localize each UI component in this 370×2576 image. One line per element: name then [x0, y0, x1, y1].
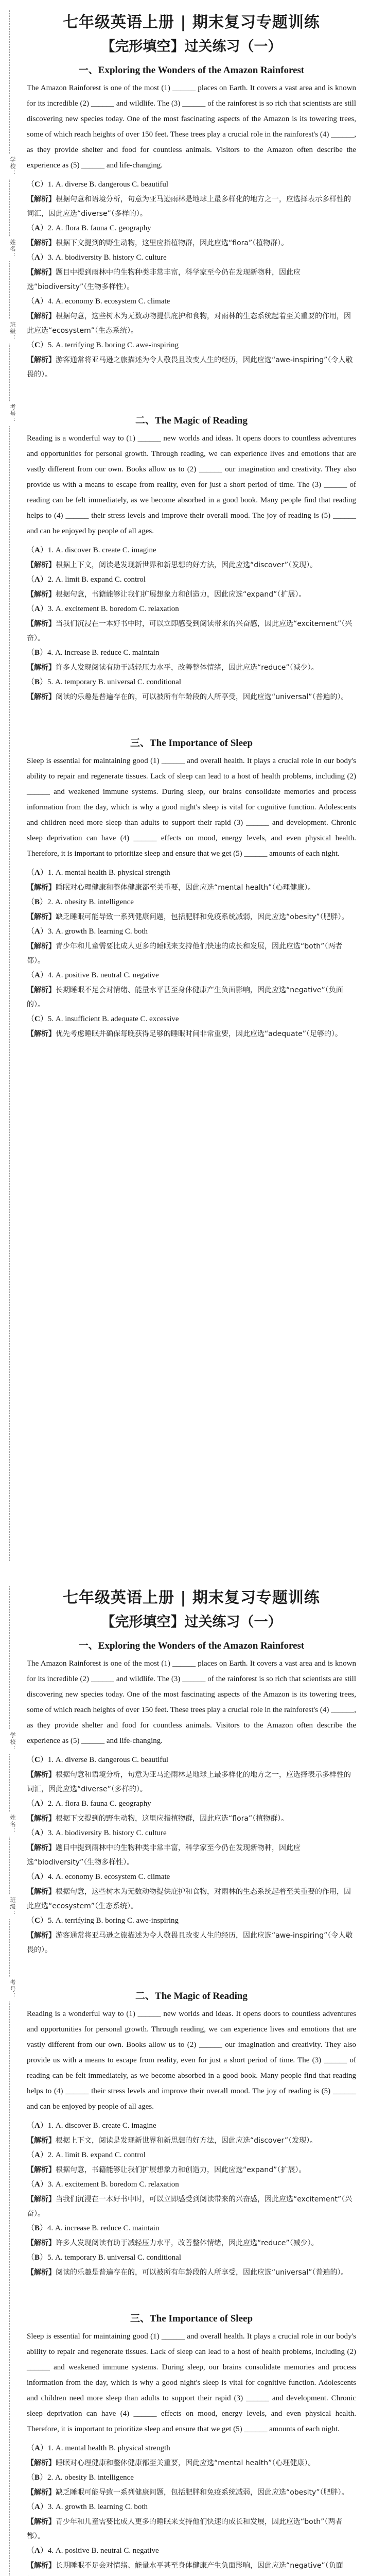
section-heading: 一、Exploring the Wonders of the Amazon Rainforest [78, 1640, 305, 1651]
question-item: （A）2. A. limit B. expand C. control [27, 575, 146, 584]
question-list [27, 2441, 356, 2576]
exam-number-field-label: 考号： [2, 1977, 16, 2002]
section-passage: Reading is a wonderful way to (1) ______ new worlds and ideas. It opens doors to countless adventures and opportunities for personal growth. Through reading, we can experience lives and emotions that are vastly different from our own. Books allow us to (2) ______ our imagination and creativity. They also provide us with a means to escape from reality, even for just a short period of time. The (3) ______ of reading can be felt immediately, as we become absorbed in a good book. Many people find that reading helps to (4) ______ their stress levels and improve their overall mood. The joy of reading is (5) ______ and can be enjoyed by people of all ages. [27, 2010, 356, 2111]
question-item: （A）2. A. flora B. fauna C. geography [27, 224, 151, 232]
section-passage: Sleep is essential for maintaining good (1) ______ and overall health. It plays a crucial role in our body's ability to repair and regenerate tissues. Lack of sleep can lead to a host of health problems, including (2) ______ and weakened immune systems. During sleep, our brains consolidate memories and process information from the day, which is why a good night's sleep is vital for cognitive function. Adolescents and children need more sleep than adults to support their rapid (3) ______ and development. Chronic sleep deprivation can have (4) ______ effects on mood, energy levels, and even physical health. Therefore, it is important to prioritize sleep and ensure that we get (5) ______ amounts of each night. [27, 757, 356, 858]
question-list [27, 1753, 356, 1957]
section-amazon [27, 1638, 356, 1957]
question-explanation: 【解析】根据句意，这些树木为无数动物提供庇护和食物，对雨林的生态系统起着至关重要的作用，因此应选“ecosystem”（生态系统）。 [27, 312, 351, 335]
name-field-label: 姓名： [2, 237, 16, 261]
question-explanation: 【解析】长期睡眠不足会对情绪、能量水平甚至身体健康产生负面影响，因此应选“negative”（负面 [27, 2562, 343, 2570]
question-item: （A）1. A. discover B. create C. imagine [27, 546, 156, 554]
section-heading: 一、Exploring the Wonders of the Amazon Rainforest [78, 64, 305, 76]
question-explanation: 【解析】优先考虑睡眠并确保每晚获得足够的睡眠时间非常重要，因此应选“adequate”（足够的）。 [27, 1030, 343, 1038]
section-heading: 三、The Importance of Sleep [130, 737, 253, 749]
question-item: （A）3. A. excitement B. boredom C. relaxation [27, 605, 179, 613]
question-item: （B）4. A. increase B. reduce C. maintain [27, 649, 160, 657]
question-item: （B）5. A. temporary B. universal C. conditional [27, 2253, 181, 2262]
section-amazon [27, 62, 356, 382]
section-sleep [27, 735, 356, 1041]
question-explanation: 【解析】青少年和儿童需要比成人更多的睡眠来支持他们快速的成长和发展，因此应选“both”（两者都）。 [27, 2518, 343, 2540]
section-passage: The Amazon Rainforest is one of the most (1) ______ places on Earth. It covers a vast area and is known for its incredible (2) ______ and wildlife. The (3) ______ of the rainforest is so rich that scientists are still discovering new species today. One of the most fascinating aspects of the Amazon is its towering trees, some of which reach heights of over 150 feet. These trees play a crucial role in the rainforest's (4) ______, as they provide shelter and food for countless animals. Visitors to the Amazon often describe the experience as (5) ______ and life-changing. [27, 84, 356, 170]
name-field-label: 姓名： [2, 1812, 16, 1837]
school-field-label: 学校： [2, 1730, 16, 1754]
page-subtitle: 【完形填空】过关练习（一） [101, 39, 282, 55]
question-explanation: 【解析】题目中提到雨林中的生物种类非常丰富，科学家至今仍在发现新物种，因此应选“biodiversity”（生物多样性）。 [27, 1844, 301, 1867]
question-item: （C）1. A. diverse B. dangerous C. beautiful [27, 1756, 168, 1764]
question-explanation: 【解析】游客通常将亚马逊之旅描述为令人敬畏且改变人生的经历，因此应选“awe-inspiring”（令人敬畏的）。 [27, 356, 353, 379]
question-explanation: 【解析】睡眠对心理健康和整体健康都至关重要，因此应选“mental health”（心理健康）。 [27, 2459, 315, 2467]
question-item: （A）1. A. discover B. create C. imagine [27, 2122, 156, 2130]
question-explanation: 【解析】阅读的乐趣是普遍存在的，可以被所有年龄段的人所享受，因此应选“universal”（普遍的）。 [27, 693, 348, 701]
question-explanation: 【解析】长期睡眠不足会对情绪、能量水平甚至身体健康产生负面影响，因此应选“negative”（负面的）。 [27, 986, 343, 1009]
question-item: （C）5. A. terrifying B. boring C. awe-inspiring [27, 341, 179, 349]
question-list [27, 866, 356, 1041]
question-explanation: 【解析】根据句意，这些树木为无数动物提供庇护和食物，对雨林的生态系统起着至关重要的作用，因此应选“ecosystem”（生态系统）。 [27, 1888, 351, 1910]
exam-number-field-label: 考号： [2, 402, 16, 426]
question-item: （B）5. A. temporary B. universal C. conditional [27, 678, 181, 686]
section-sleep [27, 2311, 356, 2576]
question-item: （A）1. A. mental health B. physical strength [27, 869, 170, 877]
question-item: （A）4. A. positive B. neutral C. negative [27, 971, 159, 979]
question-item: （A）4. A. economy B. ecosystem C. climate [27, 1873, 170, 1881]
question-item: （B）4. A. increase B. reduce C. maintain [27, 2224, 160, 2232]
question-explanation: 【解析】缺乏睡眠可能导致一系列健康问题，包括肥胖和免疫系统减弱，因此应选“obesity”（肥胖）。 [27, 2488, 349, 2497]
question-item: （B）2. A. obesity B. intelligence [27, 2473, 134, 2482]
question-explanation: 【解析】当我们沉浸在一本好书中时，可以立即感受到阅读带来的兴奋感，因此应选“excitement”（兴奋）。 [27, 2195, 353, 2218]
section-passage: Sleep is essential for maintaining good (1) ______ and overall health. It plays a crucial role in our body's ability to repair and regenerate tissues. Lack of sleep can lead to a host of health problems, including (2) ______ and weakened immune systems. During sleep, our brains consolidate memories and process information from the day, which is why a good night's sleep is vital for cognitive function. Adolescents and children need more sleep than adults to support their rapid (3) ______ and development. Chronic sleep deprivation can have (4) ______ effects on mood, energy levels, and even physical health. Therefore, it is important to prioritize sleep and ensure that we get (5) ______ amounts of each night. [27, 2332, 356, 2433]
section-passage: The Amazon Rainforest is one of the most (1) ______ places on Earth. It covers a vast area and is known for its incredible (2) ______ and wildlife. The (3) ______ of the rainforest is so rich that scientists are still discovering new species today. One of the most fascinating aspects of the Amazon is its towering trees, some of which reach heights of over 150 feet. These trees play a crucial role in the rainforest's (4) ______, as they provide shelter and food for countless animals. Visitors to the Amazon often describe the experience as (5) ______ and life-changing. [27, 1659, 356, 1745]
question-item: （A）4. A. positive B. neutral C. negative [27, 2547, 159, 2555]
question-item: （A）1. A. mental health B. physical strength [27, 2444, 170, 2452]
question-explanation: 【解析】根据下文提到的野生动物，这里应指植物群，因此应选“flora”（植物群）。 [27, 239, 289, 247]
question-explanation: 【解析】许多人发现阅读有助于减轻压力水平，改善整体情绪，因此应选“reduce”（减少）。 [27, 2239, 319, 2247]
section-heading: 二、The Magic of Reading [135, 1990, 248, 2002]
section-reading [27, 1988, 356, 2280]
section-reading [27, 413, 356, 704]
worksheet-page-2 [0, 1575, 370, 2576]
question-item: （A）2. A. limit B. expand C. control [27, 2151, 146, 2159]
page-title: 七年级英语上册 | 期末复习专题训练 [63, 13, 320, 31]
question-item: （C）1. A. diverse B. dangerous C. beautiful [27, 180, 168, 189]
question-explanation: 【解析】根据上下文，阅读是发现新世界和新思想的好方法，因此应选“discover”（发现）。 [27, 561, 318, 569]
section-heading: 三、The Importance of Sleep [130, 2313, 253, 2324]
page-subtitle: 【完形填空】过关练习（一） [101, 1614, 282, 1630]
question-list [27, 543, 356, 704]
question-explanation: 【解析】青少年和儿童需要比成人更多的睡眠来支持他们快速的成长和发展，因此应选“both”（两者都）。 [27, 942, 343, 965]
question-explanation: 【解析】许多人发现阅读有助于减轻压力水平，改善整体情绪，因此应选“reduce”（减少）。 [27, 664, 319, 672]
class-field-label: 班级： [2, 319, 16, 344]
question-explanation: 【解析】根据句意，书籍能够让我们扩展想象力和创造力，因此应选“expand”（扩展）。 [27, 590, 306, 599]
question-explanation: 【解析】根据句意和语境分析，句意为亚马逊雨林是地球上最多样化的地方之一，应选择表示多样性的词汇，因此应选“diverse”（多样的）。 [27, 1771, 351, 1793]
question-list [27, 177, 356, 382]
binding-gutter [0, 0, 19, 1571]
question-explanation: 【解析】游客通常将亚马逊之旅描述为令人敬畏且改变人生的经历，因此应选“awe-inspiring”（令人敬畏的）。 [27, 1931, 353, 1954]
question-item: （A）3. A. excitement B. boredom C. relaxation [27, 2180, 179, 2189]
question-explanation: 【解析】缺乏睡眠可能导致一系列健康问题，包括肥胖和免疫系统减弱，因此应选“obesity”（肥胖）。 [27, 913, 349, 921]
question-item: （C）5. A. insufficient B. adequate C. excessive [27, 1015, 179, 1023]
question-item: （B）2. A. obesity B. intelligence [27, 898, 134, 906]
question-explanation: 【解析】阅读的乐趣是普遍存在的，可以被所有年龄段的人所享受，因此应选“universal”（普遍的）。 [27, 2268, 348, 2277]
question-list [27, 2119, 356, 2280]
page-title: 七年级英语上册 | 期末复习专题训练 [63, 1589, 320, 1607]
question-item: （A）3. A. growth B. learning C. both [27, 927, 148, 936]
question-item: （A）4. A. economy B. ecosystem C. climate [27, 297, 170, 306]
question-explanation: 【解析】睡眠对心理健康和整体健康都至关重要，因此应选“mental health”（心理健康）。 [27, 884, 315, 892]
question-explanation: 【解析】题目中提到雨林中的生物种类非常丰富，科学家至今仍在发现新物种，因此应选“biodiversity”（生物多样性）。 [27, 268, 301, 291]
question-explanation: 【解析】根据句意，书籍能够让我们扩展想象力和创造力，因此应选“expand”（扩展）。 [27, 2166, 306, 2174]
question-explanation: 【解析】当我们沉浸在一本好书中时，可以立即感受到阅读带来的兴奋感，因此应选“excitement”（兴奋）。 [27, 620, 353, 642]
section-heading: 二、The Magic of Reading [135, 415, 248, 426]
question-explanation: 【解析】根据上下文，阅读是发现新世界和新思想的好方法，因此应选“discover”（发现）。 [27, 2137, 318, 2145]
worksheet-content [27, 9, 356, 1041]
question-item: （A）3. A. biodiversity B. history C. culture [27, 253, 167, 262]
question-item: （C）5. A. terrifying B. boring C. awe-inspiring [27, 1917, 179, 1925]
question-item: （A）3. A. growth B. learning C. both [27, 2503, 148, 2511]
class-field-label: 班级： [2, 1895, 16, 1919]
question-explanation: 【解析】根据下文提到的野生动物，这里应指植物群，因此应选“flora”（植物群）。 [27, 1815, 289, 1823]
section-passage: Reading is a wonderful way to (1) ______ new worlds and ideas. It opens doors to countless adventures and opportunities for personal growth. Through reading, we can experience lives and emotions that are vastly different from our own. Books allow us to (2) ______ our imagination and creativity. They also provide us with a means to escape from reality, even for just a short period of time. The (3) ______ of reading can be felt immediately, as we become absorbed in a good book. Many people find that reading helps to (4) ______ their stress levels and improve their overall mood. The joy of reading is (5) ______ and can be enjoyed by people of all ages. [27, 434, 356, 535]
question-explanation: 【解析】根据句意和语境分析，句意为亚马逊雨林是地球上最多样化的地方之一，应选择表示多样性的词汇，因此应选“diverse”（多样的）。 [27, 195, 351, 218]
worksheet-content [27, 1585, 356, 2576]
binding-gutter [0, 1575, 19, 2576]
school-field-label: 学校： [2, 155, 16, 179]
question-item: （A）2. A. flora B. fauna C. geography [27, 1800, 151, 1808]
question-item: （A）3. A. biodiversity B. history C. culture [27, 1829, 167, 1837]
